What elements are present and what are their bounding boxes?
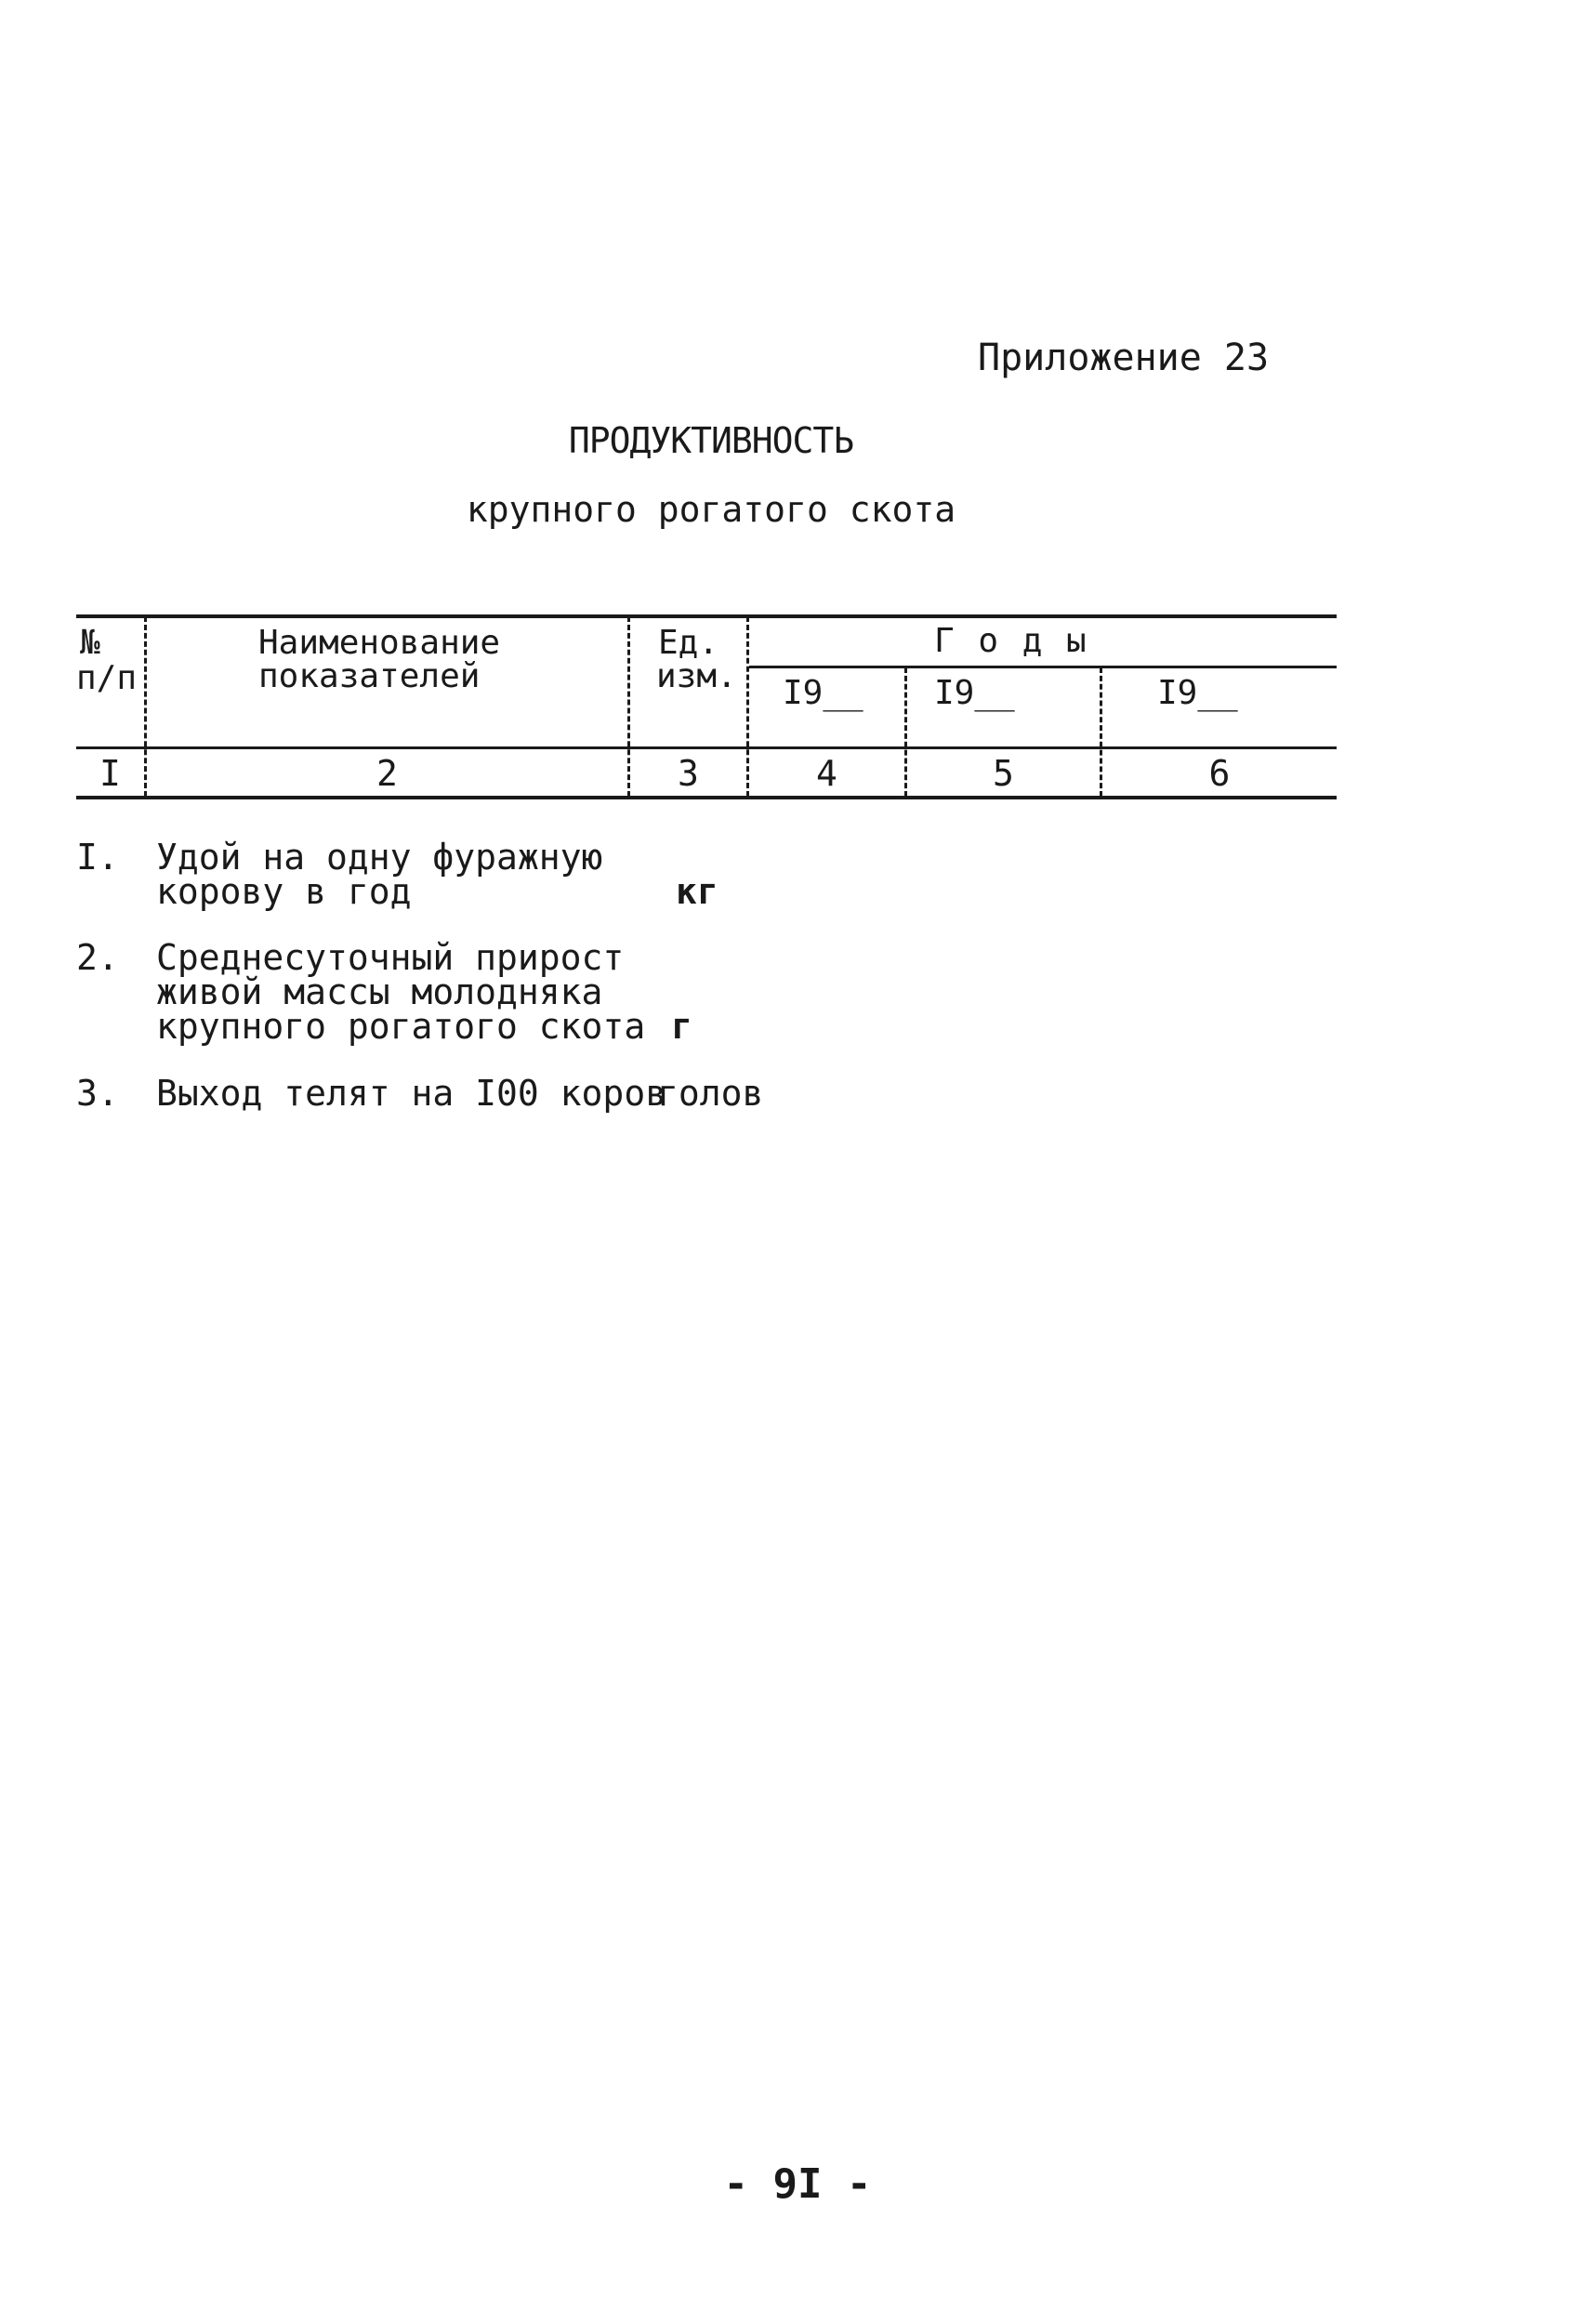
row-number: 3. — [76, 1073, 119, 1114]
header-num-pp: п/п — [76, 659, 138, 697]
row-indicator-name: Выход телят на I00 коров — [156, 1073, 667, 1114]
header-year-2: I9__ — [934, 674, 1015, 712]
header-years-group: Г о д ы — [934, 622, 1088, 660]
column-number-1: I — [99, 753, 121, 794]
header-bottom-rule — [76, 746, 1337, 749]
table-row — [76, 1073, 820, 1117]
header-year-3: I9__ — [1157, 674, 1238, 712]
row-number: I. — [76, 837, 119, 878]
table-row — [76, 837, 820, 915]
column-numbers-rule — [76, 796, 1337, 799]
header-unit-line2: изм. — [656, 657, 737, 695]
header-year-1: I9__ — [783, 674, 863, 712]
document-title: ПРОДУКТИВНОСТЬ — [568, 420, 854, 461]
document-subtitle: крупного рогатого скота — [466, 489, 956, 530]
column-number-4: 4 — [816, 753, 837, 794]
column-number-6: 6 — [1208, 753, 1231, 794]
table-top-rule — [76, 614, 1337, 618]
column-number-2: 2 — [376, 753, 398, 794]
header-name-line1: Наименование — [258, 624, 501, 662]
table-row — [76, 937, 820, 1052]
header-name-line2: показателей — [258, 657, 481, 695]
header-num-symbol: № — [80, 624, 100, 662]
row-unit: г — [671, 1006, 692, 1047]
row-indicator-name: Удой на одну фуражную корову в год — [156, 837, 603, 912]
appendix-label: Приложение 23 — [978, 337, 1270, 379]
years-group-rule — [749, 666, 1337, 668]
row-unit: голов — [657, 1073, 764, 1114]
row-unit: кг — [676, 871, 718, 912]
page-number: - 9I - — [723, 2160, 872, 2208]
row-number: 2. — [76, 937, 119, 978]
column-number-3: 3 — [678, 753, 699, 794]
column-number-5: 5 — [993, 753, 1014, 794]
header-unit-line1: Ед. — [658, 624, 719, 662]
row-indicator-name: Среднесуточный прирост живой массы молодняка крупного рогатого скота — [156, 937, 646, 1047]
